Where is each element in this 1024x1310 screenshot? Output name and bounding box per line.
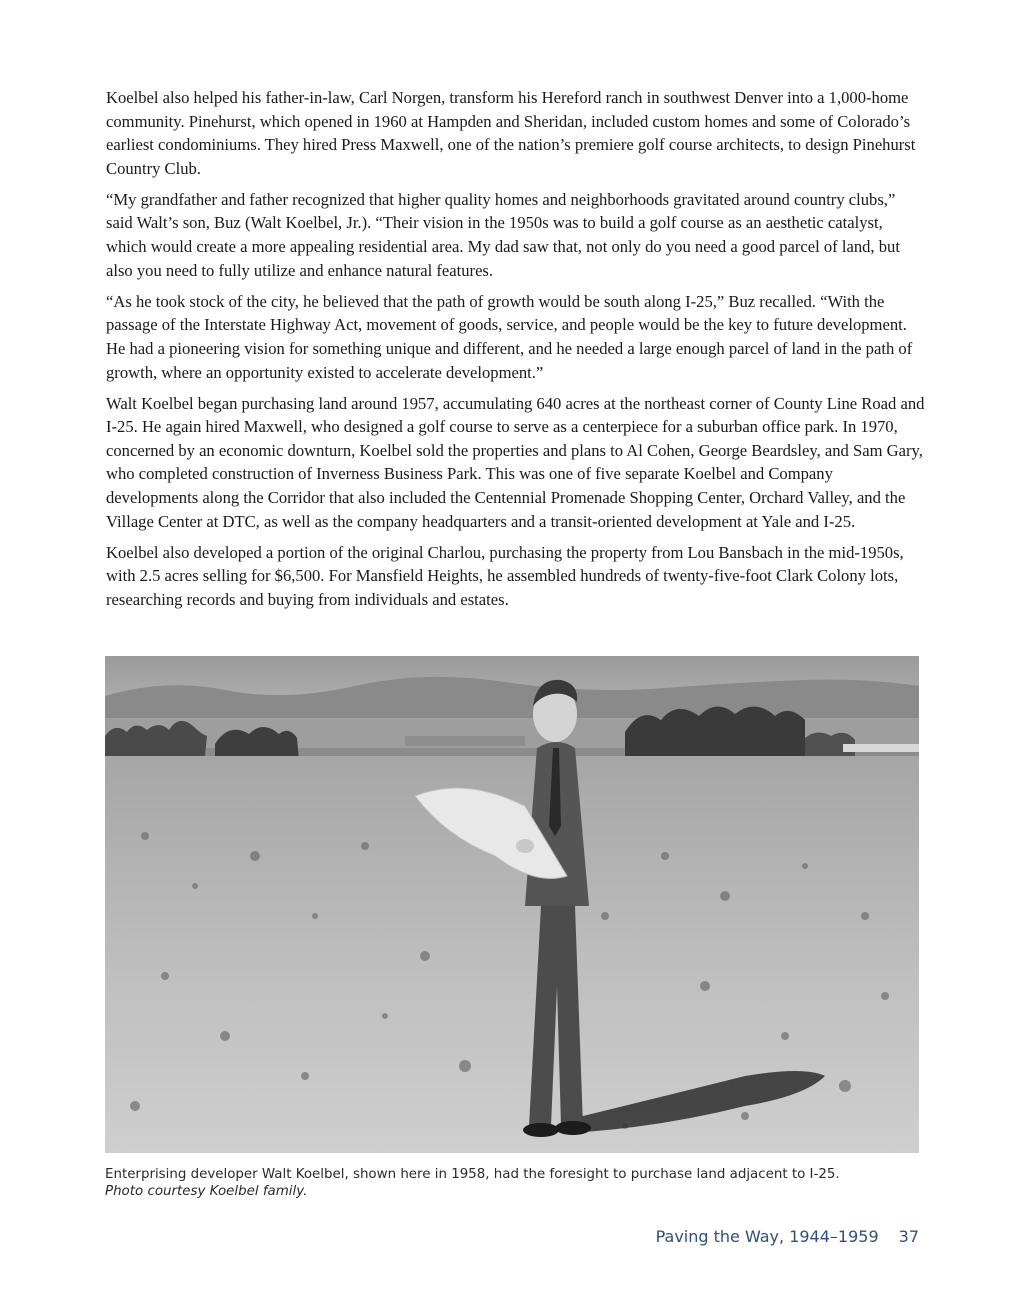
paragraph-4: Walt Koelbel began purchasing land around 1957, accumulating 640 acres at the northeast corner of County Line Road and I-25. He again hired Maxwell, who designed a golf course to serve as a centerpiece for a suburban office park. In 1970, concerned by an economic downturn, Koelbel sold the properties and plans to Al Cohen, George Beardsley, and Sam Gary, who completed construction of Inverness Business Park. This was one of five separate Koelbel and Company developments along the Corridor that also included the Centennial Promenade Shopping Center, Orchard Valley, and the Village Center at DTC, as well as the company headquarters and a transit-oriented development at Yale and I-25. bbox=[106, 393, 925, 531]
photo-credit: Photo courtesy Koelbel family. bbox=[105, 1184, 308, 1199]
paragraph-1: Koelbel also helped his father-in-law, Carl Norgen, transform his Hereford ranch in southwest Denver into a 1,000-home community. Pinehurst, which opened in 1960 at Hampden and Sheridan, included custom homes and some of Colorado’s earliest condominiums. They hired Press Maxwell, one of the nation’s premiere golf course architects, to design Pinehurst Country Club. bbox=[106, 88, 916, 178]
distant-houses bbox=[405, 736, 525, 746]
photo-illustration bbox=[105, 656, 919, 1153]
caption-text: Enterprising developer Walt Koelbel, shown here in 1958, had the foresight to purchase land adjacent to I-25. bbox=[105, 1167, 840, 1182]
paragraph-2: “My grandfather and father recognized that higher quality homes and neighborhoods gravitated around country clubs,” said Walt’s son, Buz (Walt Koelbel, Jr.). “Their vision in the 1950s was to build a golf course as an aesthetic catalyst, which would create a more appealing residential area. My dad saw that, not only do you need a good parcel of land, but also you need to fully utilize and enhance natural features. bbox=[106, 189, 900, 280]
trees-left-2 bbox=[215, 727, 299, 760]
hand bbox=[516, 839, 534, 853]
running-title: Paving the Way, 1944–1959 bbox=[655, 1227, 879, 1246]
distant-building bbox=[843, 744, 919, 752]
paragraph-5: Koelbel also developed a portion of the original Charlou, purchasing the property from Lou Bansbach in the mid-1950s, with 2.5 acres selling for $6,500. For Mansfield Heights, he assembled hundreds of twenty-five-foot Clark Colony lots, researching records and buying from individuals and estates. bbox=[106, 542, 904, 609]
paragraph-3: “As he took stock of the city, he believed that the path of growth would be south along I-25,” Buz recalled. “With the passage of the Interstate Highway Act, movement of goods, service, and people would be the key to future development. He had a pioneering vision for something unique and different, and he needed a large enough parcel of land in the path of growth, where an opportunity existed to accelerate development.” bbox=[106, 291, 913, 382]
page-footer bbox=[656, 1227, 919, 1246]
photo-caption bbox=[105, 1166, 925, 1200]
page-number: 37 bbox=[898, 1227, 919, 1246]
photo-walt-koelbel bbox=[105, 656, 919, 1153]
body-text bbox=[106, 86, 926, 619]
